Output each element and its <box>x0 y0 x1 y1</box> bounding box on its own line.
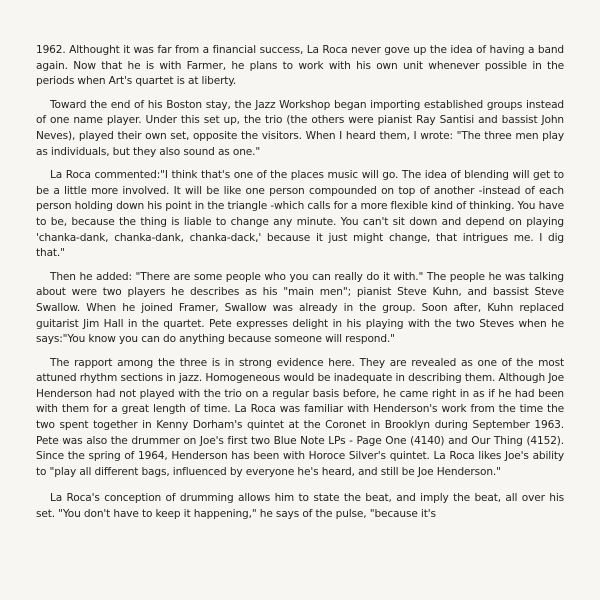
paragraph-1: 1962. Althought it was far from a financial success, La Roca never gove up the idea of having a band again. Now that he is with Farmer, he plans to work with his own unit whenever possible in the periods when Art's quartet is at liberty. <box>36 44 564 88</box>
paragraph-5: The rapport among the three is in strong evidence here. They are revealed as one of the most attuned rhythm sections in jazz. Homogeneous would be inadequate in describing them. Although Joe Henderson had not played with the trio on a regular basis before, he came right in as if he had been with them for a great length of time. La Roca was familiar with Henderson's work from the time the two spent together in Kenny Dorham's quintet at the Coronet in Brooklyn during September 1963. Pete was also the drummer on Joe's first two Blue Note LPs - Page One (4140) and Our Thing (4152). Since the spring of 1964, Henderson has been with Horoce Silver's quintet. La Roca likes Joe's ability to "play all different bags, influenced by everyone he's heard, and still be Joe Henderson." <box>36 356 564 478</box>
paragraph-3: La Roca commented:"I think that's one of the places music will go. The idea of blending will get to be a little more involved. It will be like one person compounded on top of another -instead of each person holding down his point in the triangle -which calls for a more flexible kind of thinking. You have to be, because the thing is liable to change any minute. You can't sit down and depend on playing 'chanka-dank, chanka-dank, chanka-dack,' because it just might change, that intrigues me. I dig that." <box>36 169 564 260</box>
paragraph-2: Toward the end of his Boston stay, the Jazz Workshop began importing established groups instead of one name player. Under this set up, the trio (the others were pianist Ray Santisi and bassist John Neves), played their own set, opposite the visitors. When I heard them, I wrote: "The three men play as individuals, but they also sound as one." <box>36 98 564 158</box>
paragraph-4: Then he added: "There are some people who you can really do it with." The people he was talking about were two players he describes as his "main men"; pianist Steve Kuhn, and bassist Steve Swallow. When he joined Framer, Swallow was already in the group. Soon after, Kuhn replaced guitarist Jim Hall in the quartet. Pete expresses delight in his playing with the two Steves when he says:"You know you can do anything because someone will respond." <box>36 270 564 346</box>
paragraph-6: La Roca's conception of drumming allows him to state the beat, and imply the beat, all over his set. "You don't have to keep it happening," he says of the pulse, "because it's <box>36 492 564 521</box>
